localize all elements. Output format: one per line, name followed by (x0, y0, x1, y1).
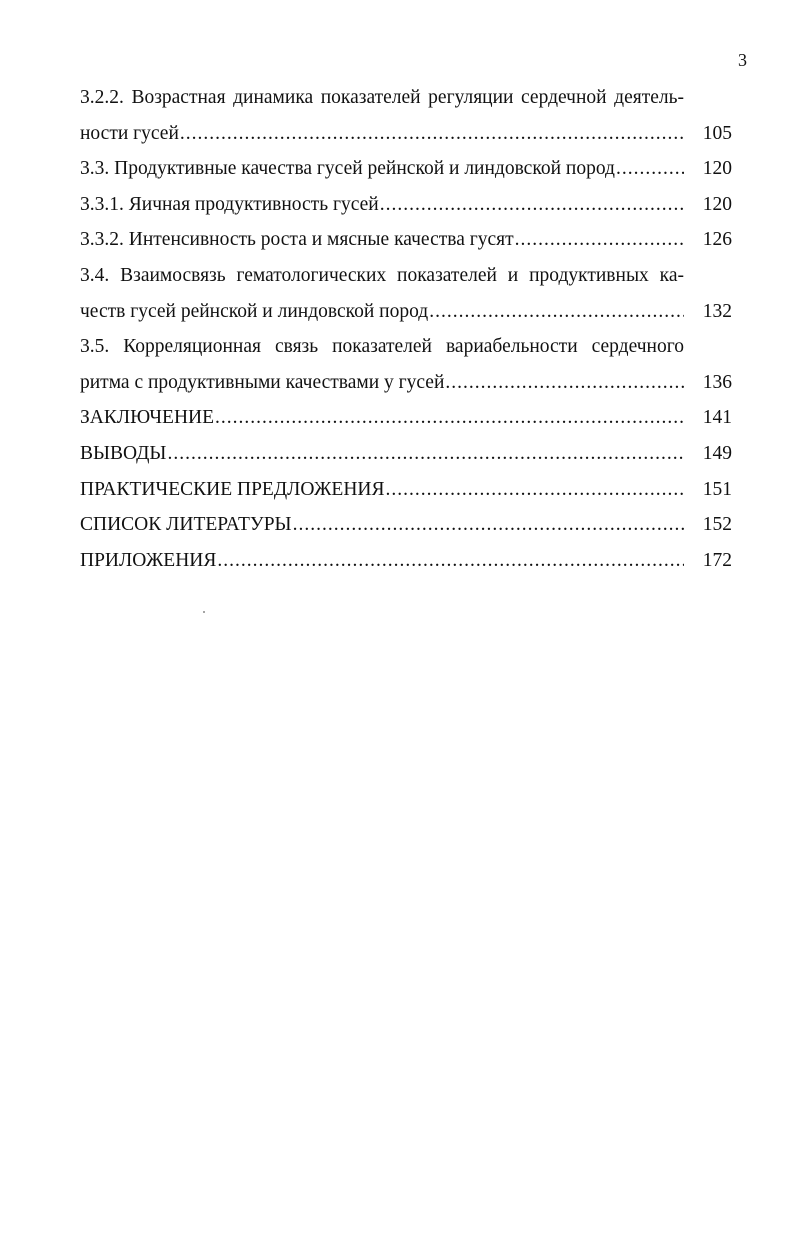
toc-entry-first-line: 3.2.2. Возрастная динамика показателей регуляции сердечной деятель- (80, 87, 684, 108)
toc-entry-page: 105 (702, 122, 732, 144)
dot-leader (215, 400, 684, 436)
toc-entry-title: честв гусей рейнской и линдовской пород (80, 300, 429, 322)
toc-entry-3-4 (80, 258, 732, 329)
toc-entry-page: 120 (702, 193, 732, 215)
toc-entry-3-3-1 (80, 187, 732, 223)
dot-leader (167, 436, 684, 472)
toc-entry-title: 3.3. Продуктивные качества гусей рейнской и линдовской пород (80, 158, 615, 180)
toc-entry-findings (80, 436, 732, 472)
toc-entry-title: ПРАКТИЧЕСКИЕ ПРЕДЛОЖЕНИЯ (80, 478, 385, 500)
toc-entry-title: ВЫВОДЫ (80, 442, 167, 464)
toc-entry-title: ПРИЛОЖЕНИЯ (80, 549, 217, 571)
dot-leader (293, 507, 684, 543)
toc-entry-3-3-2 (80, 222, 732, 258)
toc-entry-first-line: 3.5. Корреляционная связь показателей вариабельности сердечного (80, 336, 684, 358)
page-number: 3 (738, 50, 747, 70)
toc-entry-title: 3.3.1. Яичная продуктивность гусей (80, 193, 379, 215)
scan-speck (203, 611, 205, 613)
toc-entry-title: СПИСОК ЛИТЕРАТУРЫ (80, 514, 292, 536)
toc-entry-title: ЗАКЛЮЧЕНИЕ (80, 407, 215, 429)
dot-leader (217, 543, 684, 579)
toc-entry-page: 172 (702, 549, 732, 571)
toc-entry-appendices (80, 543, 732, 579)
toc-entry-first-line: 3.4. Взаимосвязь гематологических показателей и продуктивных ка- (80, 264, 684, 286)
toc-entry-3-3 (80, 151, 732, 187)
toc-entry-proposals (80, 472, 732, 508)
toc-entry-page: 120 (702, 158, 732, 180)
toc-entry-page: 136 (702, 371, 732, 393)
table-of-contents (80, 80, 732, 578)
toc-entry-references (80, 507, 732, 543)
dot-leader (429, 294, 684, 330)
toc-entry-page: 149 (702, 442, 732, 464)
toc-entry-page: 126 (702, 229, 732, 251)
toc-entry-conclusion (80, 400, 732, 436)
toc-entry-title: ритма с продуктивными качествами у гусей (80, 371, 445, 393)
toc-entry-page: 132 (702, 300, 732, 322)
dot-leader (515, 222, 684, 258)
toc-entry-title: 3.3.2. Интенсивность роста и мясные качества гусят (80, 229, 514, 251)
dot-leader (380, 187, 684, 223)
dot-leader (180, 116, 684, 152)
toc-entry-title: ности гусей (80, 122, 179, 144)
dot-leader (386, 472, 685, 508)
toc-entry-3-2-2 (80, 80, 732, 151)
dot-leader (445, 365, 684, 401)
toc-entry-page: 141 (702, 407, 732, 429)
toc-entry-page: 151 (702, 478, 732, 500)
dot-leader (616, 151, 684, 187)
toc-entry-page: 152 (702, 514, 732, 536)
toc-entry-3-5 (80, 329, 732, 400)
